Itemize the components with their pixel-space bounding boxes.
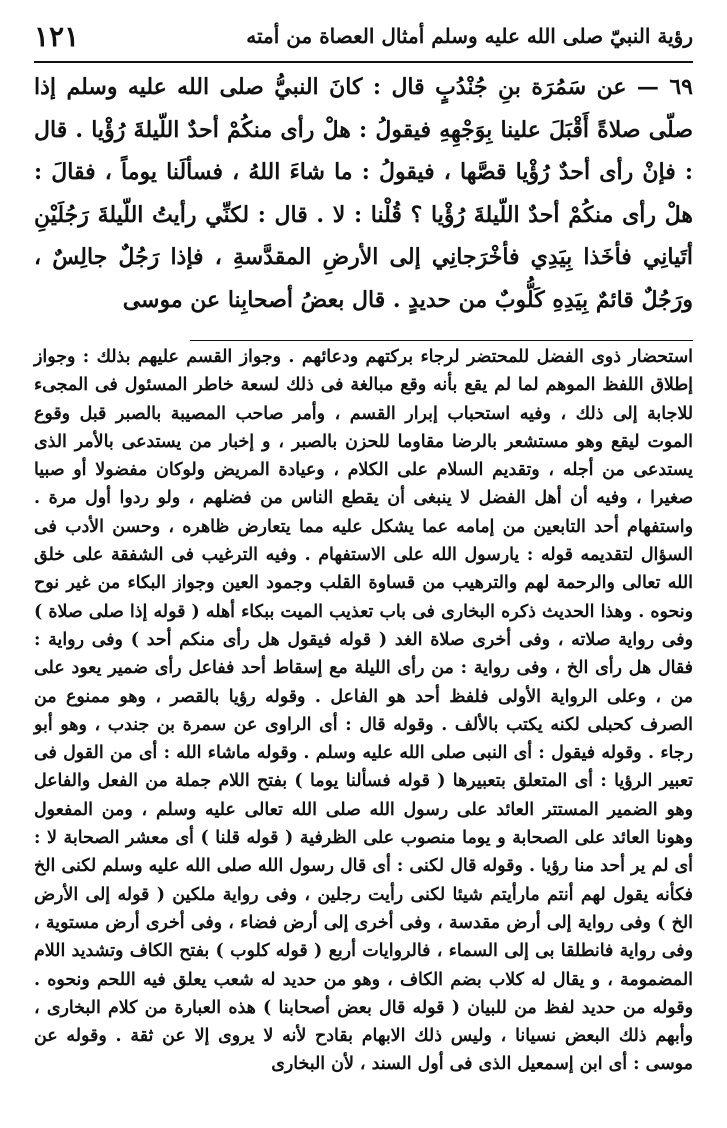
hadith-text (34, 66, 693, 322)
commentary-text (34, 343, 693, 1079)
separator-rule (190, 340, 693, 341)
header-rule (34, 61, 693, 63)
page-number: ١٢١ (34, 19, 80, 53)
hadith-body: — عن سَمُرَة بنِ جُنْدُبٍ قال : كانَ النبيُّ صلى الله عليه وسلم إذا صلّى صلاةً أَقْبَلَ علينا بِوَجْهِهِ فيقولُ : هلْ رأى منكُمْ أحدٌ اللّيلةَ رُؤْيا . قال : فإنْ رأى أحدٌ رُؤْيا قصَّها ، فيقولُ : ما شاءَ اللهُ ، فسألَنا يوماً ، فقالَ : هلْ رأى منكُمْ أحدٌ اللّيلةَ رُؤْيا ؟ قُلْنا : لا . قال : لكنِّي رأيتُ اللّيلةَ رَجُلَيْنِ أتَيانِي فأخَذا بِيَدِي فأخْرَجانِي إلى الأرضِ المقدَّسةِ ، فإذا رَجُلٌ جالِسٌ ، ورَجُلٌ قائمٌ بِيَدِهِ كَلُّوبٌ من حديدٍ . قال بعضُ أصحابِنا عن موسى (34, 74, 693, 313)
page-header (34, 14, 693, 58)
running-title: رؤية النبيّ صلى الله عليه وسلم أمثال العصاة من أمته (246, 24, 693, 48)
hadith-paragraph (34, 66, 693, 322)
commentary-paragraph: استحضار ذوى الفضل للمحتضر لرجاء بركتهم ودعائهم . وجواز القسم عليهم بذلك : وجواز إطلاق اللفظ الموهم لما لم يقع بأنه وقع مبالغة فى ذلك لسعة خاطر المسئول فى المجىء للاجابة إلى ذلك ، وفيه استحباب إبرار القسم ، وأمر صاحب المصيبة بالصبر قبل وقوع الموت ليقع وهو مستشعر بالرضا مقاوما للحزن بالصبر ، و إخبار من يستدعى بالأمر الذى يستدعى من أجله ، وتقديم السلام على الكلام ، وعيادة المريض ولوكان مفضولا أو صبيا صغيرا ، وفيه أن أهل الفضل لا ينبغى أن يقطع الناس من فضلهم ، ولو ردوا أول مرة . واستفهام أحد التابعين من إمامه عما يشكل عليه مما يتعارض ظاهره ، وحسن الأدب فى السؤال لتقديمه قوله : يارسول الله على الاستفهام . وفيه الترغيب فى الشفقة على خلق الله تعالى والرحمة لهم والترهيب من قساوة القلب وجمود العين وجواز البكاء من غير نوح ونحوه . وهذا الحديث ذكره البخارى فى باب تعذيب الميت ببكاء أهله ( قوله إذا صلى صلاة ) وفى رواية صلاته ، وفى أخرى صلاة الغد ( قوله فيقول هل رأى منكم أحد ) وفى رواية : فقال هل رأى الخ ، وفى رواية : من رأى الليلة مع إسقاط أحد ففاعل رأى ضمير يعود على من ، وعلى الرواية الأولى فلفظ أحد هو الفاعل . وقوله رؤيا بالقصر ، وهو ممنوع من الصرف كحبلى لكنه يكتب بالألف . وقوله قال : أى الراوى عن سمرة بن جندب ، وهو أبو رجاء . وقوله فيقول : أى النبى صلى الله عليه وسلم . وقوله ماشاء الله : أى من القول فى تعبير الرؤيا : أى المتعلق بتعبيرها ( قوله فسألنا يوما ) بفتح اللام جملة من الفعل والفاعل وهو الضمير المستتر العائد على رسول الله صلى الله تعالى عليه وسلم ، ومن المفعول وهونا العائد على الصحابة و يوما منصوب على الظرفية ( قوله قلنا ) أى معشر الصحابة لا : أى لم ير أحد منا رؤيا . وقوله قال لكنى : أى قال رسول الله صلى الله عليه وسلم لكنى الخ فكأنه يقول لهم أنتم مارأيتم شيئا لكنى رأيت رجلين ، وفى رواية ملكين ( قوله إلى الأرض الخ ) وفى رواية إلى أرض مقدسة ، وفى أخرى إلى أرض فضاء ، وفى أخرى أرض مستوية ، وفى رواية فانطلقا بى إلى السماء ، فالروايات أربع ( قوله كلوب ) بفتح الكاف وتشديد اللام المضمومة ، و يقال له كلاب بضم الكاف ، وهو من حديد له شعب يعلق فيه اللحم ونحوه . وقوله من حديد لفظ من للبيان ( قوله قال بعض أصحابنا ) هذه العبارة من كلام البخارى ، وأبهم ذلك البعض نسيانا ، وليس ذلك الابهام بقادح لأنه لا يروى إلا عن ثقة . وقوله عن موسى : أى ابن إسمعيل الذى فى أول السند ، لأن البخارى (34, 347, 694, 1075)
hadith-number: ٦٩ (669, 74, 693, 100)
